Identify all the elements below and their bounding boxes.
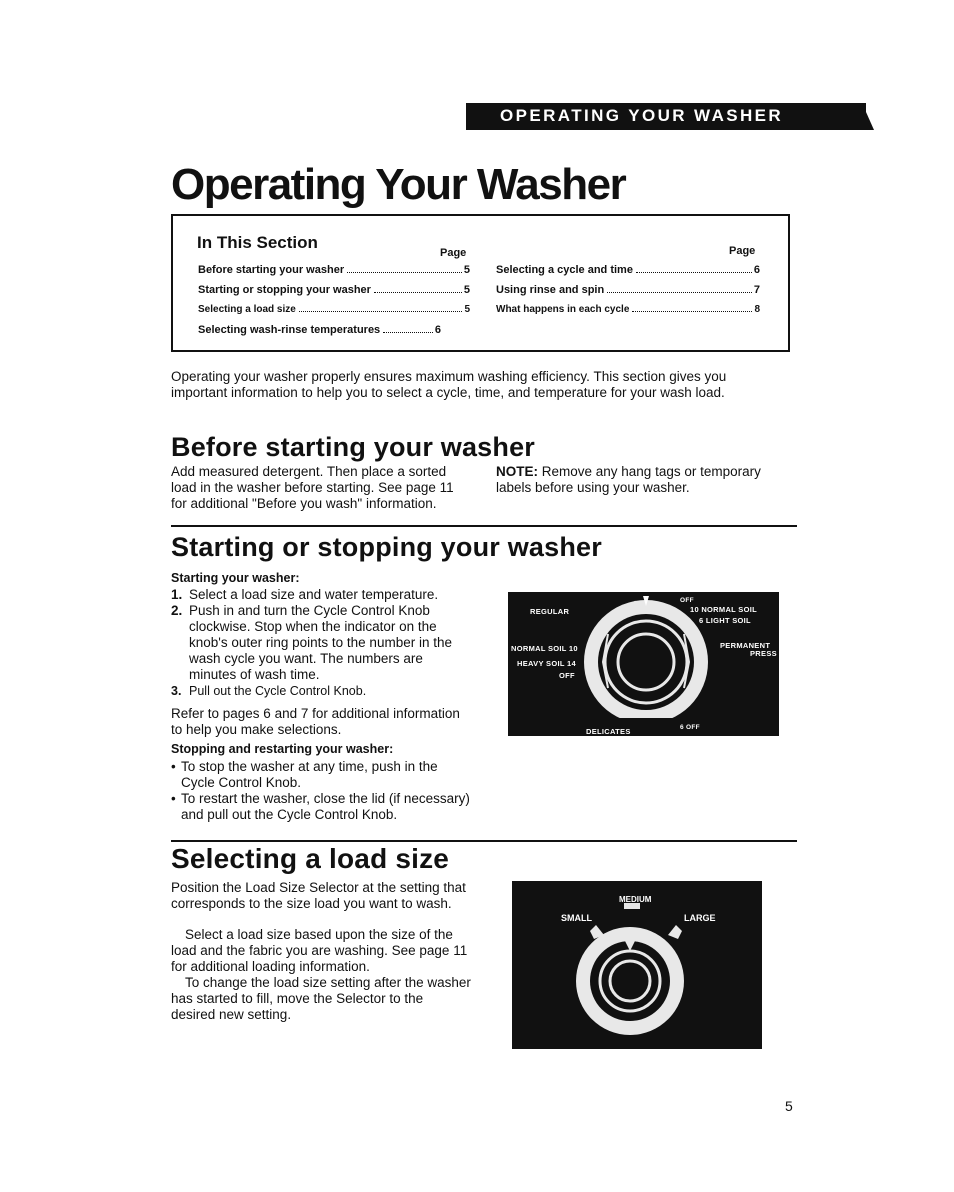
toc-entry-page: 6 [753, 264, 760, 276]
toc-entry[interactable] [198, 264, 470, 284]
load-size-paragraph-3: To change the load size setting after the washer has started to fill, move the Selector to the desired new setting. [171, 975, 471, 1022]
toc-entry-page: 7 [753, 284, 760, 296]
toc-leader [636, 272, 752, 273]
intro-paragraph: Operating your washer properly ensures maximum washing efficiency. This section gives you important information to help you to select a cycle, time, and temperature for your wash load. [171, 369, 727, 400]
step-item [171, 587, 471, 603]
step-number: 2. [171, 603, 183, 618]
dial-label-normal-soil-right: 10 NORMAL SOIL [690, 605, 757, 614]
toc-entry[interactable] [198, 304, 470, 324]
toc-entry-label: Selecting a load size [198, 304, 296, 315]
toc-entry[interactable] [198, 284, 470, 304]
toc-page-label-left: Page [440, 247, 467, 259]
before-starting-note [496, 464, 786, 496]
dial-label-press: PRESS [750, 649, 777, 658]
bullet-item [171, 791, 471, 823]
toc-entry-label: Using rinse and spin [496, 284, 605, 296]
toc-left-list [198, 264, 470, 344]
toc-leader [383, 332, 433, 333]
step-item [171, 603, 471, 683]
step-number: 3. [171, 684, 182, 698]
step-text: Pull out the Cycle Control Knob. [189, 684, 367, 698]
before-starting-body: Add measured detergent. Then place a sorted load in the washer before starting. See page 11 for additional "Before you wash" information. [171, 464, 454, 511]
bullet-text: To stop the washer at any time, push in the Cycle Control Knob. [181, 759, 438, 790]
load-size-paragraph-2: Select a load size based upon the size of the load and the fabric you are washing. See page 11 for additional loading information. [171, 927, 468, 974]
starting-steps [171, 587, 471, 699]
toc-heading: In This Section [197, 233, 318, 252]
toc-entry-page: 5 [463, 264, 470, 276]
toc-entry[interactable] [198, 324, 441, 344]
toc-leader [299, 311, 463, 312]
page-number: 5 [785, 1098, 793, 1114]
toc-entry-page: 8 [754, 304, 760, 315]
load-size-paragraph-1: Position the Load Size Selector at the setting that corresponds to the size load you want to wash. [171, 880, 466, 911]
toc-leader [632, 311, 752, 312]
dial-label-regular: REGULAR [530, 607, 570, 616]
toc-entry-page: 6 [434, 324, 441, 336]
starting-stopping-heading: Starting or stopping your washer [171, 532, 602, 562]
toc-leader [347, 272, 462, 273]
bullet-item [171, 759, 471, 791]
toc-entry-label: Selecting a cycle and time [496, 264, 633, 276]
step-item [171, 683, 471, 699]
note-text: Remove any hang tags or temporary labels before using your washer. [496, 464, 761, 495]
dial-label-off-top: OFF [680, 597, 694, 604]
stopping-subheading: Stopping and restarting your washer: [171, 742, 394, 756]
dial-label-delicates: DELICATES [586, 727, 631, 736]
toc-leader [374, 292, 462, 293]
cycle-control-dial-illustration [508, 592, 779, 736]
dial-label-off-left: OFF [559, 671, 575, 680]
step-text: Push in and turn the Cycle Control Knob clockwise. Stop when the indicator on the knob's outer ring points to the number in the wash cycle you want. The numbers are minutes of wash time. [189, 603, 452, 682]
toc-entry-label: Selecting wash-rinse temperatures [198, 324, 381, 336]
toc-entry[interactable] [496, 304, 760, 324]
toc-leader [607, 292, 752, 293]
toc-entry-label: Before starting your washer [198, 264, 345, 276]
note-label: NOTE: [496, 464, 538, 479]
load-size-selector-illustration [512, 881, 762, 1049]
load-label-medium: MEDIUM [619, 895, 652, 904]
selector-knob [590, 941, 670, 1021]
before-starting-heading: Before starting your washer [171, 432, 535, 462]
toc-entry-page: 5 [463, 284, 470, 296]
bullet-dot: • [171, 759, 176, 774]
load-selector-graphic [512, 881, 762, 1049]
section-banner-label: OPERATING YOUR WASHER [500, 106, 784, 125]
toc-entry-label: Starting or stopping your washer [198, 284, 371, 296]
refer-paragraph: Refer to pages 6 and 7 for additional information to help you make selections. [171, 706, 460, 737]
toc-entry-page: 5 [464, 304, 470, 315]
bullet-text: To restart the washer, close the lid (if necessary) and pull out the Cycle Control Knob. [181, 791, 470, 822]
page-title: Operating Your Washer [171, 160, 626, 209]
dial-label-heavy-soil: HEAVY SOIL 14 [517, 659, 576, 668]
dial-knob-ring [598, 614, 694, 710]
stopping-bullets [171, 759, 471, 823]
step-number: 1. [171, 587, 183, 602]
dial-label-normal-soil-left: NORMAL SOIL 10 [511, 644, 578, 653]
step-text: Select a load size and water temperature. [189, 587, 439, 602]
section-banner-tail [862, 103, 874, 130]
starting-subheading: Starting your washer: [171, 571, 300, 585]
toc-entry[interactable] [496, 284, 760, 304]
toc-right-list [496, 264, 760, 324]
bullet-dot: • [171, 791, 176, 806]
toc-entry-label: What happens in each cycle [496, 304, 630, 315]
dial-label-light-soil: 6 LIGHT SOIL [699, 616, 751, 625]
load-label-large: LARGE [684, 913, 716, 923]
load-size-heading: Selecting a load size [171, 843, 450, 874]
toc-page-label-right: Page [729, 245, 756, 257]
dial-label-permanent: PERMANENT [720, 641, 771, 650]
large-indicator-mark [668, 925, 682, 939]
toc-entry[interactable] [496, 264, 760, 284]
section-divider [171, 840, 797, 842]
load-label-small: SMALL [561, 913, 592, 923]
section-divider [171, 525, 797, 527]
dial-label-six-off: 6 OFF [680, 724, 700, 731]
